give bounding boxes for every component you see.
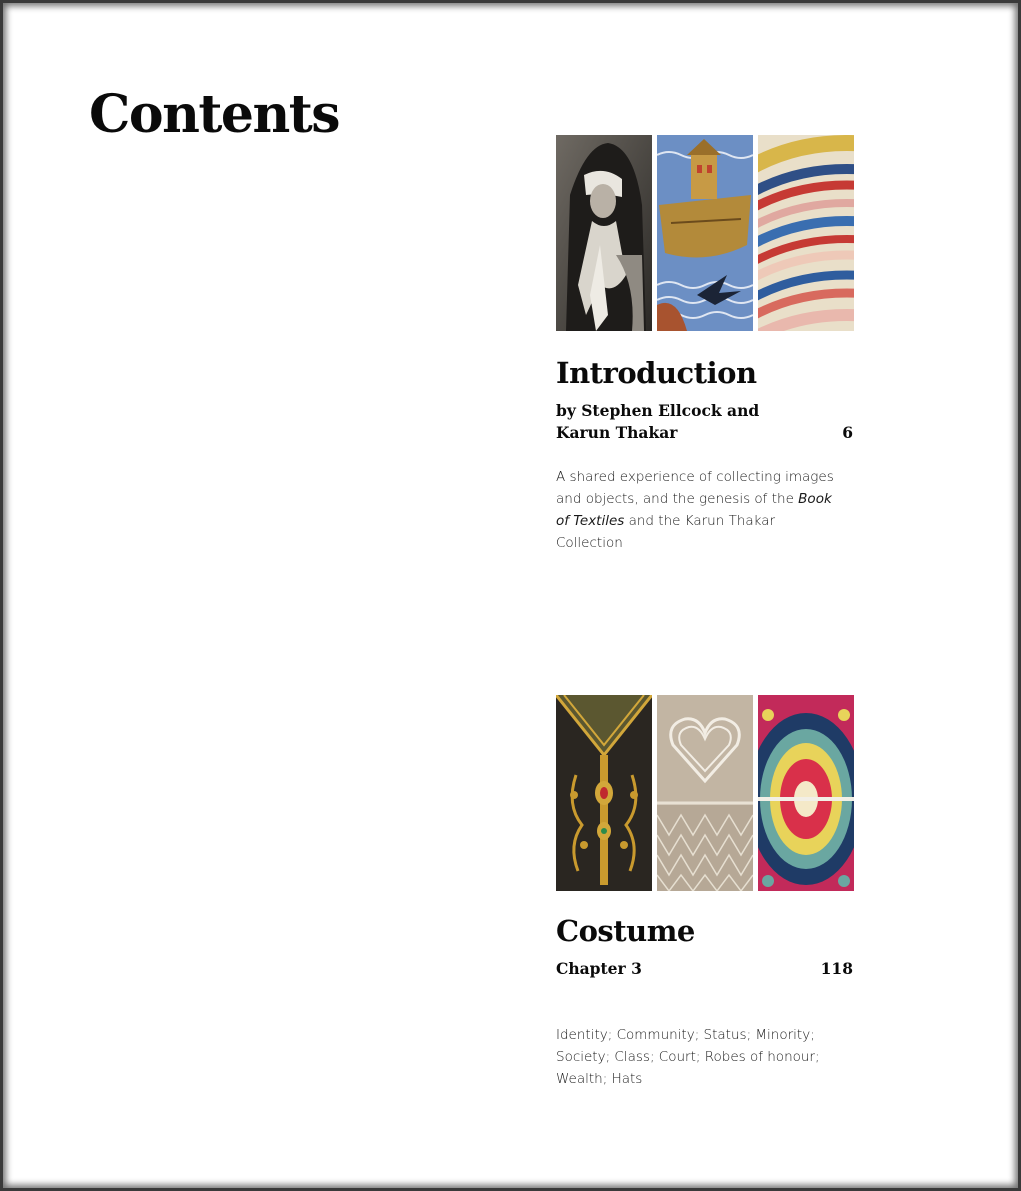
section-description: Identity; Community; Status; Minority; Society; Class; Court; Robes of honour; Wealth; Hats — [556, 1027, 820, 1087]
section-description — [556, 466, 836, 554]
section-costume[interactable] — [556, 695, 856, 1090]
chapter-label: Chapter 3 — [556, 959, 642, 978]
page-number: 6 — [842, 423, 853, 442]
book-title: Book of Textiles — [556, 491, 832, 529]
byline-row — [556, 400, 853, 444]
section-title: Introduction — [556, 356, 757, 390]
page-number: 118 — [820, 959, 853, 978]
costume-image-strip — [556, 695, 856, 891]
striped-embroidery-image — [758, 135, 854, 331]
noahs-ark-illumination-image — [657, 135, 753, 331]
description-text-end: and the Karun Thakar Collection — [556, 513, 776, 551]
section-introduction[interactable] — [556, 135, 856, 554]
section-title: Costume — [556, 914, 695, 948]
lace-heart-image — [657, 695, 753, 891]
page-title: Contents — [89, 84, 340, 145]
portrait-photo-image — [556, 135, 652, 331]
introduction-image-strip — [556, 135, 856, 331]
byline: by Stephen Ellcock and Karun Thakar — [556, 401, 760, 442]
gold-embroidered-robe-image — [556, 695, 652, 891]
ikat-medallion-image — [758, 695, 854, 891]
description-text: A shared experience of collecting images and objects, and the genesis of the — [556, 469, 834, 507]
chapter-row — [556, 958, 853, 980]
